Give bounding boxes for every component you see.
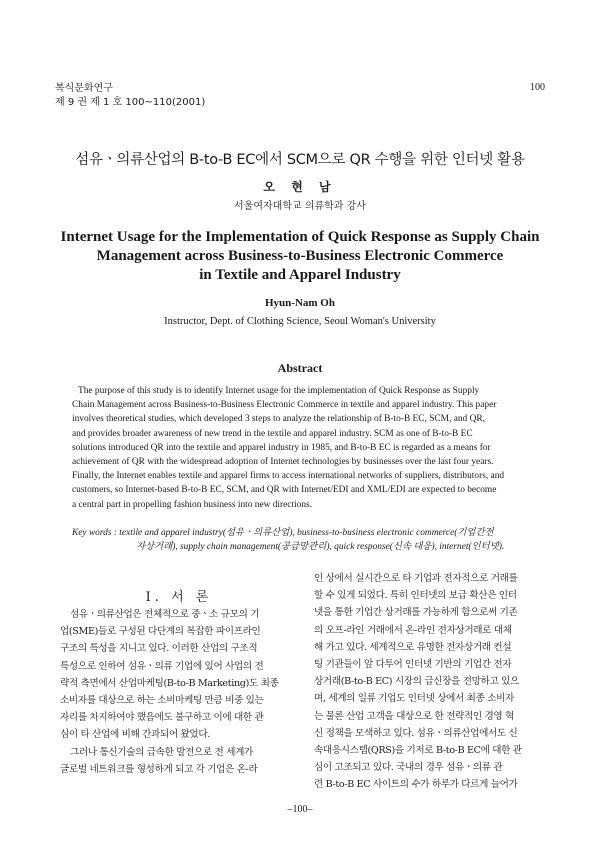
abstract-heading: Abstract bbox=[277, 361, 323, 375]
body-line: 의 오프-라인 거래에서 온-라인 전자상거래로 대체 bbox=[314, 624, 512, 636]
body-line: 신 정책을 모색하고 있다. 섬유ㆍ의류산업에서도 신 bbox=[314, 727, 518, 739]
body-line: 업(SME)들로 구성된 다단계의 복잡한 파이프라인 bbox=[60, 626, 261, 638]
body-line: 그러나 통신기술의 급속한 발전으로 전 세계가 bbox=[70, 746, 253, 758]
keywords-line: 자상거래), supply chain management(공급망관리), quick response(신속 대응), internet(인터넷). bbox=[136, 541, 505, 552]
body-line: 략적 측면에서 산업마케팅(B-to-B Marketing)도 최종 bbox=[60, 677, 279, 689]
body-line: 며, 세계의 일류 기업도 인터넷 상에서 최종 소비자 bbox=[314, 693, 514, 705]
body-line: 자리를 차지하여야 했음에도 불구하고 이에 대한 관 bbox=[60, 712, 264, 724]
english-author: Hyun-Nam Oh bbox=[265, 297, 335, 309]
abstract-line: Chain Management across Business-to-Business Electronic Commerce in textile and apparel industry. This paper bbox=[72, 400, 497, 411]
body-line: 해 가고 있다. 세계적으로 유명한 전자상거래 컨설 bbox=[314, 641, 512, 653]
volume-issue: 제 9 권 제 1 호 100~110(2001) bbox=[55, 97, 206, 108]
body-line: 소비자를 대상으로 하는 소비마케팅 만큼 비중 있는 bbox=[60, 695, 264, 707]
korean-affiliation: 서울여자대학교 의류학과 강사 bbox=[234, 201, 366, 212]
body-line: 할 수 있게 되었다. 특히 인터넷의 보급 확산은 인터 bbox=[314, 590, 517, 602]
journal-name: 복식문화연구 bbox=[55, 83, 113, 94]
journal-header bbox=[55, 82, 205, 110]
english-title-line: Management across Business-to-Business Electronic Commerce bbox=[96, 248, 504, 264]
body-line: 상거래(B-to-B EC) 시장의 급신장을 전망하고 있으 bbox=[314, 676, 519, 688]
korean-title: 섬유ㆍ의류산업의 B-to-B EC에서 SCM으로 QR 수행을 위한 인터넷 활용 bbox=[75, 152, 525, 168]
left-column bbox=[60, 606, 298, 778]
body-line: 련 B-to-B EC 사이트의 수가 하루가 다르게 늘어가 bbox=[314, 779, 518, 791]
abstract-line: solutions introduced QR into the textile and apparel industry in 1985, and B-to-B EC is regarded as a means for bbox=[72, 442, 491, 453]
abstract-line: a central part in propelling fashion business into new directions. bbox=[72, 499, 313, 510]
body-line: 심이 고조되고 있다. 국내의 경우 섬유ㆍ의류 관 bbox=[314, 762, 503, 774]
abstract-line: customers, so Internet-based B-to-B EC, SCM, and QR with Internet/EDI and XML/EDI are expected to become bbox=[72, 485, 497, 496]
keywords bbox=[72, 527, 542, 554]
body-line: 넷을 통한 기업간 상거래를 가능하게 함으로써 기존 bbox=[314, 607, 518, 619]
keywords-line: Key words : textile and apparel industry(섬유ㆍ의류산업), business-to-business electronic commerce(기업간전 bbox=[72, 528, 494, 538]
body-line: 섬유ㆍ의류산업은 전체적으로 중ㆍ소 규모의 기 bbox=[70, 609, 260, 620]
body-line: 심이 타 산업에 비해 간과되어 왔었다. bbox=[60, 729, 210, 741]
abstract-line: and provides broader awareness of new trend in the textile and apparel industry. SCM as one of B-to-B EC bbox=[72, 428, 473, 439]
body-line: 글로벌 네트워크를 형성하게 되고 각 기업은 온-라 bbox=[60, 763, 258, 775]
abstract-line: involves theoretical studies, which developed 3 steps to analyze the relationship of B-to-B EC, SCM, and QR, bbox=[72, 414, 485, 425]
english-title-line: Internet Usage for the Implementation of Quick Response as Supply Chain bbox=[60, 229, 540, 245]
right-column bbox=[314, 570, 549, 794]
abstract-line: Finally, the Internet enables textile and apparel firms to access international networks of suppliers, distributors, and bbox=[72, 471, 505, 482]
section-heading-introduction: Ⅰ. 서 론 bbox=[145, 590, 213, 605]
body-line: 인 상에서 실시간으로 타 기업과 전자적으로 거래를 bbox=[314, 573, 518, 584]
english-title-line: in Textile and Apparel Industry bbox=[199, 267, 401, 283]
english-affiliation: Instructor, Dept. of Clothing Science, Seoul Woman's University bbox=[164, 316, 436, 327]
body-line: 특성으로 인하여 섬유ㆍ의류 기업에 있어 사업의 전 bbox=[60, 660, 264, 672]
english-title bbox=[40, 228, 560, 285]
page-number-top: 100 bbox=[530, 82, 545, 93]
body-line: 팅 기관들이 앞 다투어 인터넷 기반의 기업간 전자 bbox=[314, 659, 512, 671]
korean-author: 오 현 남 bbox=[263, 180, 337, 194]
abstract-body bbox=[72, 384, 540, 512]
abstract-line: The purpose of this study is to identify Internet usage for the implementation of Quick Response as Supply bbox=[78, 386, 480, 396]
body-line: 구조의 특성을 지니고 있다. 이러한 산업의 구조적 bbox=[60, 643, 258, 655]
body-line: 속대응시스템(QRS)을 기저로 B-to-B EC에 대한 관 bbox=[314, 745, 522, 757]
body-line: 는 물론 산업 고객을 대상으로 한 전략적인 경영 혁 bbox=[314, 710, 514, 722]
abstract-line: achievement of QR with the widespread adoption of Internet technologies by businesses over the last four years. bbox=[72, 457, 494, 468]
page-footer-number: –100– bbox=[287, 804, 313, 815]
